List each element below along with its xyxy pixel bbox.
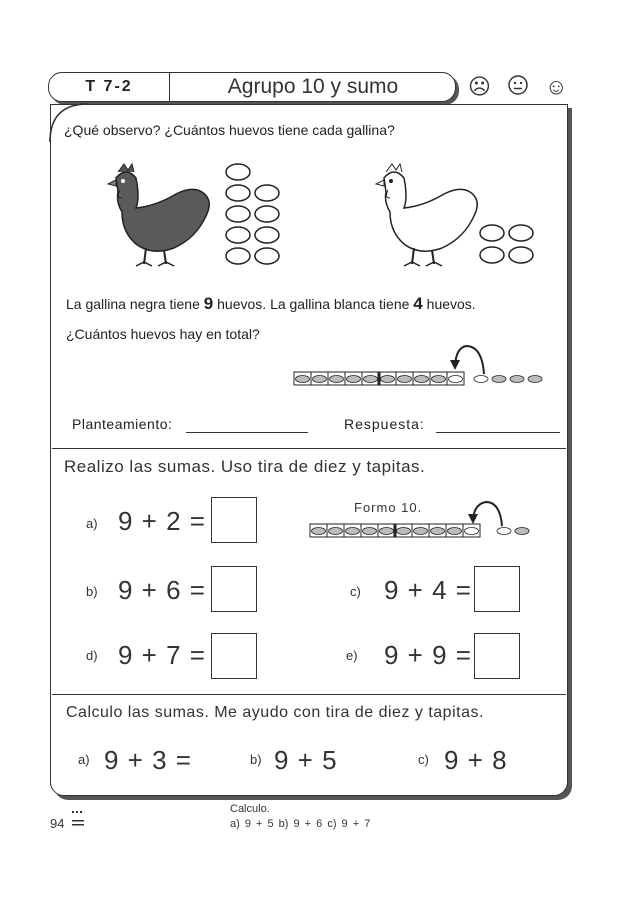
eggs-statement [66,294,476,314]
ten-strip-diagram-small [308,494,534,540]
white-eggs-count: 4 [413,294,423,313]
item-a-label: a) [86,516,98,531]
respuesta-answer-line[interactable] [436,431,560,433]
dots-decoration-icon [70,808,86,830]
white-hen-eggs [476,222,538,268]
white-hen-icon [364,158,488,276]
section3-instruction: Calculo las sumas. Me ayudo con tira de diez y tapitas. [66,704,484,721]
section-divider [52,448,566,449]
item-b-expression: 9 + 6 = [118,575,206,605]
item-b-label: b) [86,584,98,599]
item-c-answer-box[interactable] [474,566,520,612]
calc-a-label: a) [78,752,90,767]
observation-question: ¿Qué observo? ¿Cuántos huevos tiene cada gallina? [64,122,395,138]
item-c-expression: 9 + 4 = [384,575,472,605]
self-assessment-faces [468,74,588,100]
item-a-answer-box[interactable] [211,497,257,543]
item-c-label: c) [350,584,361,599]
lesson-header [48,72,456,102]
black-hen-eggs [222,162,284,278]
item-e-expression: 9 + 9 = [384,640,472,670]
formo-10-caption: Formo 10. [354,500,423,515]
item-d-label: d) [86,648,98,663]
statement-part: huevos. La gallina blanca tiene [213,296,414,312]
item-d-expression: 9 + 7 = [118,640,206,670]
calc-c-label: c) [418,752,429,767]
ten-strip-diagram [292,342,548,388]
calc-c-expression: 9 + 8 [444,745,508,775]
black-eggs-count: 9 [203,294,214,313]
statement-part: huevos. [422,296,476,312]
planteamiento-label: Planteamiento: [72,416,173,432]
section-divider [52,694,566,695]
neutral-face-icon[interactable] [507,74,529,100]
item-a-expression: 9 + 2 = [118,506,206,536]
item-b-answer-box[interactable] [211,566,257,612]
lesson-title: Agrupo 10 y sumo [227,75,399,98]
total-question: ¿Cuántos huevos hay en total? [66,326,260,342]
section2-instruction: Realizo las sumas. Uso tira de diez y tapitas. [64,457,426,476]
black-hen-icon [96,158,220,276]
item-d-answer-box[interactable] [211,633,257,679]
calc-note-title: Calculo. [230,803,270,815]
item-e-label: e) [346,648,358,663]
respuesta-label: Respuesta: [344,416,425,432]
statement-part: La gallina negra tiene [66,296,204,312]
page-number: 94 [50,816,65,831]
item-e-answer-box[interactable] [474,633,520,679]
calc-note-items: a) 9 + 5 b) 9 + 6 c) 9 + 7 [230,818,371,830]
calc-b-label: b) [250,752,262,767]
happy-face-icon[interactable]: ☺ [544,74,568,99]
planteamiento-answer-line[interactable] [186,431,308,433]
lesson-code: T 7-2 [49,73,170,101]
sad-face-icon[interactable]: ☹ [468,74,491,99]
calc-b-expression: 9 + 5 [274,745,338,775]
calc-a-expression: 9 + 3 = [104,745,192,775]
